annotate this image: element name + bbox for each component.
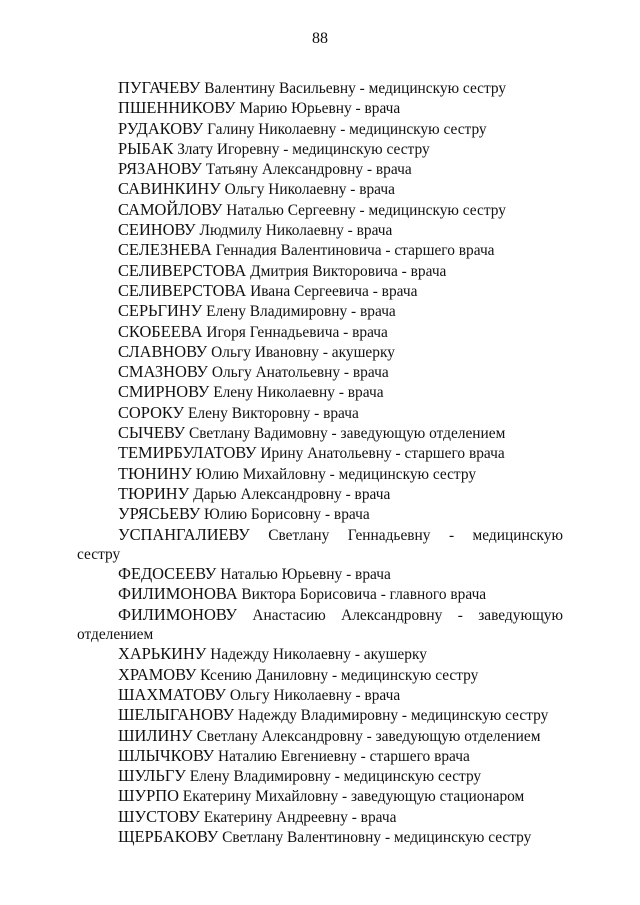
surname: СЫЧЕВУ [118, 423, 186, 443]
page-number: 88 [312, 30, 328, 47]
surname: СМИРНОВУ [118, 382, 210, 402]
list-item [77, 98, 563, 118]
list-item [77, 261, 563, 281]
list-item [77, 564, 563, 584]
list-item [77, 159, 563, 179]
surname: ШУРПО [118, 786, 179, 806]
list-item [77, 382, 563, 402]
given-name-and-position: Дмитрия Викторовича - врача [250, 262, 447, 280]
surname: РУДАКОВУ [118, 118, 204, 138]
surname: ШИЛИНУ [118, 725, 193, 745]
given-name-and-position: Елену Викторовну - врача [188, 404, 359, 422]
surname: СЕЛЕЗНЕВА [118, 240, 212, 260]
list-item [77, 786, 563, 806]
surname: СЕЛИВЕРСТОВА [118, 260, 247, 280]
given-name-and-position: Галину Николаевну - медицинскую сестру [207, 120, 487, 138]
surname: СЕИНОВУ [118, 220, 196, 240]
surname: ХРАМОВУ [118, 664, 197, 684]
surname: ШАХМАТОВУ [118, 684, 227, 704]
given-name-and-position: Виктора Борисовича - главного врача [241, 586, 487, 604]
given-name-and-position: Геннадия Валентиновича - старшего врача [215, 242, 495, 260]
given-name-and-position: Татьяну Александровну - врача [205, 161, 412, 179]
given-name-and-position: Юлию Борисовну - врача [204, 506, 370, 524]
given-name-and-position: Светлану Вадимовну - заведующую отделением [188, 425, 506, 443]
surname: ТЕМИРБУЛАТОВУ [118, 443, 257, 463]
surname: ХАРЬКИНУ [118, 644, 207, 664]
award-list [77, 78, 563, 847]
given-name-and-position: Екатерину Михайловну - заведующую стационаром [182, 788, 525, 806]
given-name-and-position: Ольгу Анатольевну - врача [211, 364, 389, 382]
surname: САМОЙЛОВУ [118, 199, 223, 219]
surname: ТЮНИНУ [118, 463, 192, 483]
list-item [77, 464, 563, 484]
list-item [77, 200, 563, 220]
surname: СЕЛИВЕРСТОВА [118, 280, 247, 300]
surname: СЕРЬГИНУ [118, 301, 203, 321]
surname: ПУГАЧЕВУ [118, 78, 201, 97]
given-name-and-position: Светлану Александровну - заведующую отделением [196, 727, 541, 745]
given-name-and-position: Надежду Николаевну - акушерку [210, 646, 427, 664]
given-name-and-position: Ирину Анатольевну - старшего врача [260, 445, 505, 463]
surname: ТЮРИНУ [118, 483, 190, 503]
surname: ФЕДОСЕЕВУ [118, 564, 217, 584]
given-name-and-position: Валентину Васильевну - медицинскую сестру [204, 80, 507, 97]
surname: ШЛЫЧКОВУ [118, 745, 215, 765]
list-item [77, 726, 563, 746]
list-item [77, 220, 563, 240]
list-item [77, 644, 563, 664]
list-item [77, 342, 563, 362]
surname: ШУСТОВУ [118, 806, 200, 826]
list-item [77, 179, 563, 199]
surname: СКОБЕЕВА [118, 321, 203, 341]
given-name-and-position: Игоря Геннадьевича - врача [206, 323, 388, 341]
given-name-and-position: Ольгу Николаевну - врача [224, 181, 395, 199]
given-name-and-position: Ивана Сергеевича - врача [250, 282, 418, 300]
list-item [77, 78, 563, 98]
given-name-and-position: Светлану Геннадьевну - медицинскую [268, 526, 563, 544]
given-name-and-position: Анастасию Александровну - заведующую [252, 606, 563, 624]
continuation-line: сестру [77, 545, 121, 563]
list-item [77, 504, 563, 524]
given-name-and-position: Наталию Евгениевну - старшего врача [218, 747, 470, 765]
list-item-wrapped [77, 605, 563, 645]
list-item [77, 423, 563, 443]
given-name-and-position: Злату Игоревну - медицинскую сестру [177, 140, 430, 158]
list-item [77, 665, 563, 685]
list-item [77, 403, 563, 423]
list-item [77, 827, 563, 847]
list-item [77, 705, 563, 725]
surname: РЯЗАНОВУ [118, 159, 202, 179]
given-name-and-position: Наталью Сергеевну - медицинскую сестру [226, 201, 506, 219]
list-item [77, 484, 563, 504]
given-name-and-position: Дарью Александровну - врача [193, 485, 391, 503]
given-name-and-position: Надежду Владимировну - медицинскую сестру [238, 707, 549, 725]
list-item [77, 443, 563, 463]
surname: ШУЛЬГУ [118, 766, 186, 786]
given-name-and-position: Наталью Юрьевну - врача [220, 566, 391, 584]
surname: УРЯСЬЕВУ [118, 504, 201, 524]
given-name-and-position: Юлию Михайловну - медицинскую сестру [195, 465, 477, 483]
given-name-and-position: Марию Юрьевну - врача [239, 100, 401, 118]
list-item [77, 362, 563, 382]
list-item [77, 322, 563, 342]
given-name-and-position: Ольгу Николаевну - врача [229, 686, 401, 704]
list-item [77, 584, 563, 604]
list-item [77, 281, 563, 301]
surname: СОРОКУ [118, 402, 185, 422]
surname: ЩЕРБАКОВУ [118, 826, 219, 846]
surname: ФИЛИМОНОВУ [118, 604, 238, 624]
given-name-and-position: Елену Владимировну - медицинскую сестру [189, 768, 482, 786]
given-name-and-position: Екатерину Андреевну - врача [203, 808, 397, 826]
given-name-and-position: Светлану Валентиновну - медицинскую сестру [222, 828, 532, 846]
surname: САВИНКИНУ [118, 179, 221, 199]
surname: ФИЛИМОНОВА [118, 584, 238, 604]
surname: РЫБАК [118, 138, 174, 158]
surname: ПШЕННИКОВУ [118, 98, 236, 118]
first-line [77, 605, 563, 625]
list-item [77, 240, 563, 260]
continuation-line: отделением [77, 626, 154, 644]
list-item [77, 766, 563, 786]
surname: СЛАВНОВУ [118, 341, 208, 361]
list-item [77, 301, 563, 321]
given-name-and-position: Елену Николаевну - врача [213, 384, 384, 402]
given-name-and-position: Ксению Даниловну - медицинскую сестру [200, 666, 479, 684]
list-item-wrapped [77, 525, 563, 565]
surname: ШЕЛЫГАНОВУ [118, 705, 235, 725]
given-name-and-position: Ольгу Ивановну - акушерку [211, 343, 395, 361]
given-name-and-position: Елену Владимировну - врача [206, 303, 396, 321]
list-item [77, 139, 563, 159]
list-item [77, 807, 563, 827]
surname: СМАЗНОВУ [118, 362, 209, 382]
list-item [77, 746, 563, 766]
surname: УСПАНГАЛИЕВУ [118, 524, 250, 544]
list-item [77, 685, 563, 705]
list-item [77, 119, 563, 139]
given-name-and-position: Людмилу Николаевну - врача [199, 222, 393, 240]
first-line [77, 525, 563, 545]
